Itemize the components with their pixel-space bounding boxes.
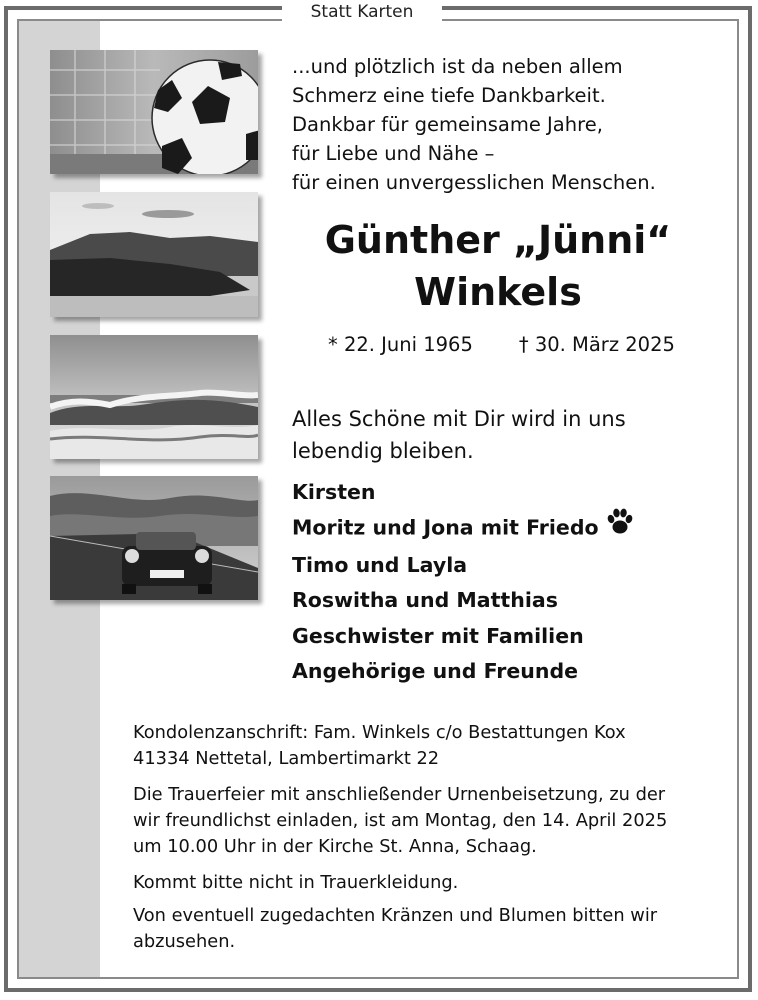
death-date: † 30. März 2025 xyxy=(518,333,675,356)
info-line: Die Trauerfeier mit anschließender Urnenbeisetzung, zu der xyxy=(133,784,666,805)
ceremony-details xyxy=(133,782,723,860)
vintage-car-photo xyxy=(50,476,258,600)
mourner: Timo und Layla xyxy=(292,552,468,577)
condolence-address xyxy=(133,720,723,772)
soccer-ball-photo xyxy=(50,50,258,174)
name-line-2: Winkels xyxy=(414,270,582,314)
paw-icon xyxy=(605,506,635,547)
header-label: Statt Karten xyxy=(310,2,414,22)
mourners-list xyxy=(292,475,722,689)
mourner: Kirsten xyxy=(292,480,376,504)
poem-line: für einen unvergesslichen Menschen. xyxy=(292,171,656,194)
info-line: 41334 Nettetal, Lambertimarkt 22 xyxy=(133,748,440,769)
mourner: Angehörige und Freunde xyxy=(292,659,579,684)
quote-line: lebendig bleiben. xyxy=(292,439,474,463)
info-line: Kommt bitte nicht in Trauerkleidung. xyxy=(133,872,459,893)
info-line: Kondolenzanschrift: Fam. Winkels c/o Bestattungen Kox xyxy=(133,722,626,743)
mourner-with-pet xyxy=(292,510,722,547)
info-line: Von eventuell zugedachten Kränzen und Blumen bitten wir xyxy=(133,905,658,926)
poem xyxy=(292,52,712,197)
info-line: um 10.00 Uhr in der Kirche St. Anna, Schaag. xyxy=(133,836,537,857)
poem-line: Schmerz eine tiefe Dankbarkeit. xyxy=(292,84,606,107)
deceased-name xyxy=(270,214,726,318)
birth-date: * 22. Juni 1965 xyxy=(328,333,473,356)
name-line-1: Günther „Jünni“ xyxy=(324,218,672,262)
mourner: Roswitha und Matthias xyxy=(292,588,558,613)
quote-line: Alles Schöne mit Dir wird in uns xyxy=(292,407,626,431)
poem-line: Dankbar für gemeinsame Jahre, xyxy=(292,113,603,136)
poem-line: ...und plötzlich ist da neben allem xyxy=(292,55,623,78)
mourner: Geschwister mit Familien xyxy=(292,623,584,648)
life-dates xyxy=(328,331,675,359)
mourner: Moritz und Jona mit Friedo xyxy=(292,516,599,541)
info-line: abzusehen. xyxy=(133,931,236,952)
memorial-quote xyxy=(292,403,712,467)
poem-line: für Liebe und Nähe – xyxy=(292,142,495,165)
flowers-note xyxy=(133,903,723,955)
ocean-waves-photo xyxy=(50,335,258,459)
info-line: wir freundlichst einladen, ist am Montag, den 14. April 2025 xyxy=(133,810,668,831)
mountain-lake-photo xyxy=(50,192,258,317)
attire-note xyxy=(133,870,723,896)
